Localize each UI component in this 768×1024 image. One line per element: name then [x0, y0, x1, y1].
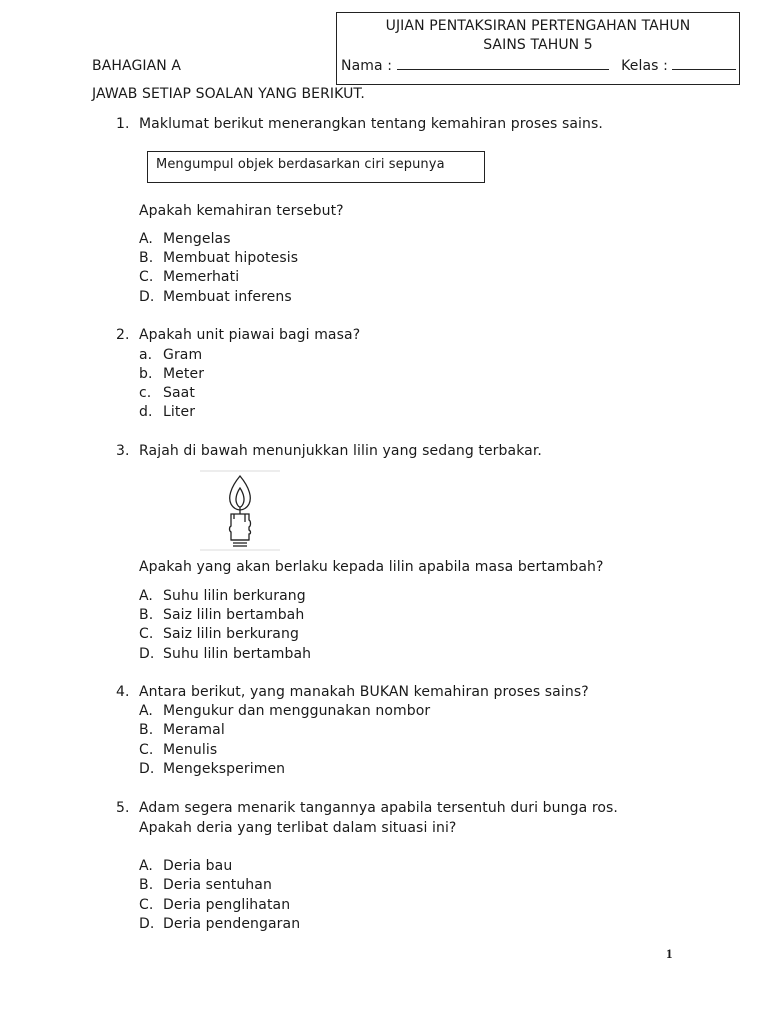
option-letter: b.: [139, 366, 153, 382]
question-text: Apakah unit piawai bagi masa?: [139, 327, 361, 343]
burning-candle-image: [200, 470, 280, 552]
option-text: Memerhati: [163, 269, 240, 285]
option-letter: c.: [139, 385, 152, 401]
option-letter: B.: [139, 722, 154, 738]
option-letter: C.: [139, 269, 154, 285]
option-letter: D.: [139, 646, 155, 662]
question-text: Maklumat berikut menerangkan tentang kemahiran proses sains.: [139, 116, 603, 132]
option-text: Saat: [163, 385, 195, 401]
option-text: Membuat hipotesis: [163, 250, 299, 266]
option-text: Gram: [163, 347, 203, 363]
section-title: BAHAGIAN A: [92, 58, 182, 74]
option-text: Deria bau: [163, 858, 233, 874]
option-letter: A.: [139, 231, 153, 247]
option-text: Menulis: [163, 742, 218, 758]
name-field[interactable]: [397, 57, 609, 70]
option-letter: a.: [139, 347, 153, 363]
exam-header-box: [336, 12, 740, 85]
exam-subtitle: SAINS TAHUN 5: [483, 37, 593, 53]
option-text: Saiz lilin bertambah: [163, 607, 305, 623]
page-number: 1: [666, 946, 673, 961]
option-letter: C.: [139, 626, 154, 642]
option-letter: D.: [139, 289, 155, 305]
class-field[interactable]: [672, 57, 736, 70]
option-letter: d.: [139, 404, 153, 420]
question-number: 4.: [116, 684, 130, 700]
instruction: JAWAB SETIAP SOALAN YANG BERIKUT.: [92, 86, 365, 102]
option-text: Liter: [163, 404, 196, 420]
option-text: Meramal: [163, 722, 225, 738]
question-text: Antara berikut, yang manakah BUKAN kemahiran proses sains?: [139, 684, 589, 700]
option-text: Suhu lilin berkurang: [163, 588, 306, 604]
option-letter: B.: [139, 607, 154, 623]
question-prompt: Apakah kemahiran tersebut?: [139, 203, 344, 219]
option-text: Saiz lilin berkurang: [163, 626, 299, 642]
option-letter: B.: [139, 877, 154, 893]
option-text: Deria penglihatan: [163, 897, 291, 913]
name-label: Nama :: [341, 58, 393, 74]
option-text: Mengeksperimen: [163, 761, 286, 777]
option-text: Suhu lilin bertambah: [163, 646, 312, 662]
exam-title: UJIAN PENTAKSIRAN PERTENGAHAN TAHUN: [385, 18, 691, 34]
question-number: 2.: [116, 327, 130, 343]
option-text: Mengelas: [163, 231, 231, 247]
option-letter: D.: [139, 916, 155, 932]
question-prompt: Apakah yang akan berlaku kepada lilin apabila masa bertambah?: [139, 559, 604, 575]
option-letter: D.: [139, 761, 155, 777]
option-letter: A.: [139, 858, 153, 874]
option-letter: A.: [139, 588, 153, 604]
class-label: Kelas :: [621, 58, 668, 74]
option-letter: C.: [139, 897, 154, 913]
question-text: Rajah di bawah menunjukkan lilin yang sedang terbakar.: [139, 443, 542, 459]
question-number: 3.: [116, 443, 130, 459]
option-text: Membuat inferens: [163, 289, 292, 305]
option-text: Deria pendengaran: [163, 916, 301, 932]
question-number: 5.: [116, 800, 130, 816]
option-text: Deria sentuhan: [163, 877, 272, 893]
option-text: Mengukur dan menggunakan nombor: [163, 703, 431, 719]
option-text: Meter: [163, 366, 205, 382]
name-row: [341, 57, 736, 76]
question-number: 1.: [116, 116, 130, 132]
option-letter: B.: [139, 250, 154, 266]
question-text: Adam segera menarik tangannya apabila tersentuh duri bunga ros.: [139, 800, 618, 816]
option-letter: A.: [139, 703, 153, 719]
question-text-continued: Apakah deria yang terlibat dalam situasi ini?: [139, 820, 457, 836]
option-letter: C.: [139, 742, 154, 758]
info-box: Mengumpul objek berdasarkan ciri sepunya: [147, 151, 485, 183]
